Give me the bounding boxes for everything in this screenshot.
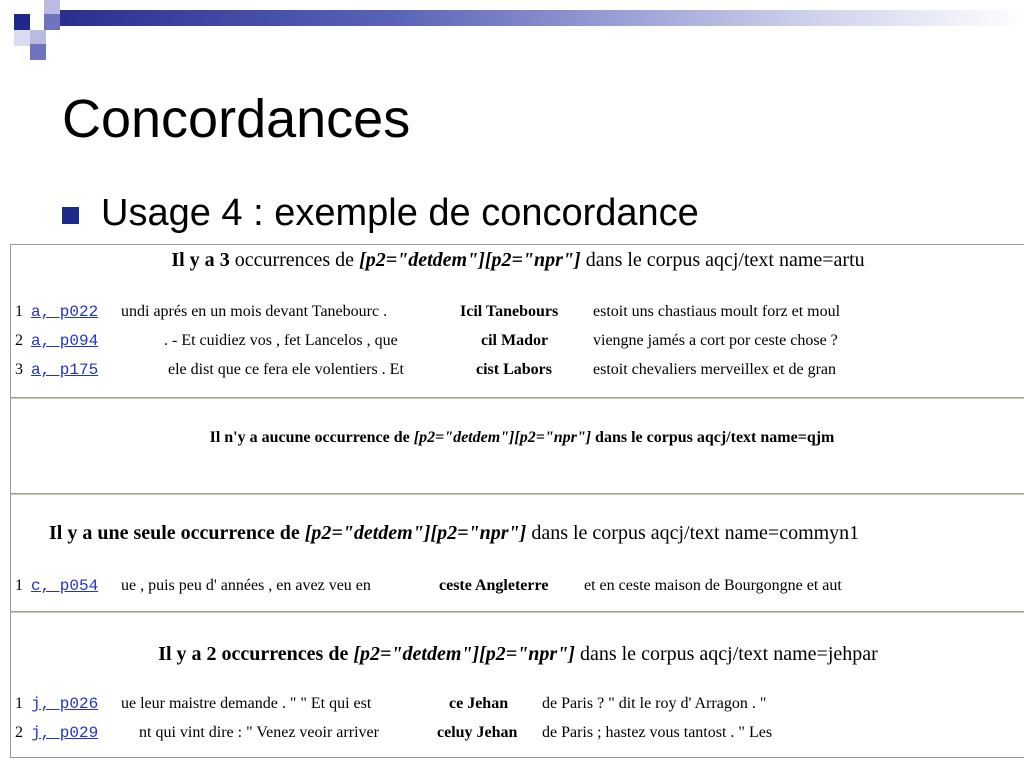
concordance-row: 1 j, p026 ue leur maistre demande . " " Et qui est ce Jehan de Paris ? " dit le roy d' Arragon . " (15, 695, 767, 713)
section-title-qjm: Il n'y a aucune occurrence de [p2="detdem"][p2="npr"] dans le corpus aqcj/text name=qjm (209, 429, 835, 446)
reference-link[interactable]: a, p022 (31, 303, 99, 321)
concordance-row: 2 a, p094 . - Et cuidiez vos , fet Lancelos , que cil Mador viengne jamés a cort por ceste chose ? (15, 332, 838, 350)
divider (11, 397, 1024, 399)
reference-link[interactable]: j, p026 (31, 695, 99, 713)
section-title-jehpar: Il y a 2 occurrences de [p2="detdem"][p2="npr"] dans le corpus aqcj/text name=jehpar (158, 643, 878, 665)
title-gradient-bar (60, 10, 1024, 26)
slide-title: Concordances (62, 89, 411, 149)
concordance-screenshot (10, 244, 1024, 758)
concordance-row: 3 a, p175 ele dist que ce fera ele volentiers . Et cist Labors estoit chevaliers merveillex et de gran (15, 361, 837, 379)
concordance-row: 1 a, p022 undi aprés en un mois devant Tanebourc . Icil Tanebours estoit uns chastiaus moult forz et moul (15, 303, 841, 321)
bullet-text: Usage 4 : exemple de concordance (101, 191, 699, 234)
reference-link[interactable]: c, p054 (31, 577, 99, 595)
reference-link[interactable]: a, p175 (31, 361, 99, 379)
reference-link[interactable]: a, p094 (31, 332, 99, 350)
concordance-row: 2 j, p029 nt qui vint dire : " Venez veoir arriver celuy Jehan de Paris ; hastez vous tantost . " Les (15, 724, 773, 742)
reference-link[interactable]: j, p029 (31, 724, 99, 742)
concordance-row: 1 c, p054 ue , puis peu d' années , en avez veu en ceste Angleterre et en ceste maison de Bourgongne et aut (15, 577, 842, 595)
square-bullet-icon (62, 207, 79, 224)
bullet-item (62, 188, 699, 238)
divider (11, 493, 1024, 495)
divider (11, 611, 1024, 613)
section-title-commyn1: Il y a une seule occurrence de [p2="detdem"][p2="npr"] dans le corpus aqcj/text name=commyn1 (49, 522, 860, 544)
section-title-artu: Il y a 3 occurrences de [p2="detdem"][p2="npr"] dans le corpus aqcj/text name=artu (171, 249, 865, 271)
